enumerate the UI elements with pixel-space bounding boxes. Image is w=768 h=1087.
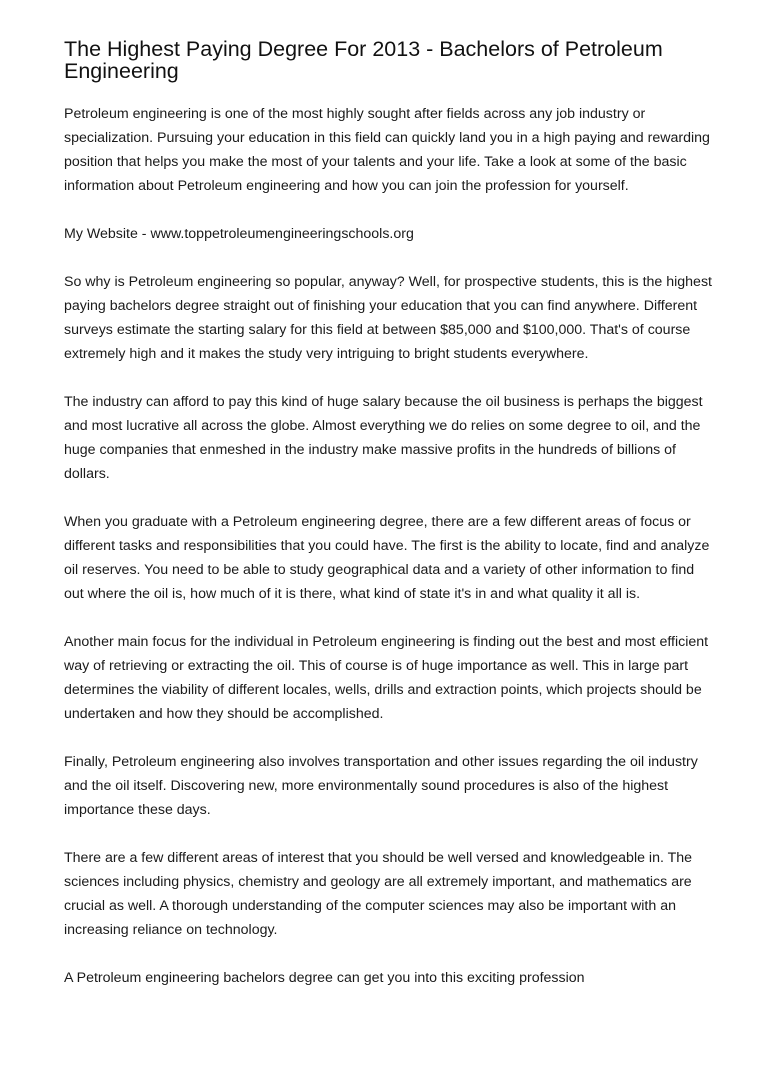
paragraph-industry: The industry can afford to pay this kind of huge salary because the oil business is perhaps the biggest and most lucrative all across the globe. Almost everything we do relies on some degree to oil, and the huge companies that enmeshed in the industry make massive profits in the hundreds of billions of dollars. [64,394,703,482]
document-page [64,38,716,1014]
document-body [64,102,716,990]
paragraph-transportation: Finally, Petroleum engineering also involves transportation and other issues regarding the oil industry and the oil itself. Discovering new, more environmentally sound procedures is also of the highest importance these days. [64,754,698,818]
paragraph-extraction: Another main focus for the individual in Petroleum engineering is finding out the best and most efficient way of retrieving or extracting the oil. This of course is of huge importance as well. This in large part determines the viability of different locales, wells, drills and extraction points, which projects should be undertaken and how they should be accomplished. [64,634,709,722]
paragraph-areas-of-interest: There are a few different areas of interest that you should be well versed and knowledgeable in. The sciences including physics, chemistry and geology are all extremely important, and mathematics are crucial as well. A thorough understanding of the computer sciences may also be important with an increasing reliance on technology. [64,850,693,938]
paragraph-graduate-focus: When you graduate with a Petroleum engineering degree, there are a few different areas of focus or different tasks and responsibilities that you could have. The first is the ability to locate, find and analyze oil reserves. You need to be able to study geographical data and a variety of other information to find out where the oil is, how much of it is there, what kind of state it's in and what quality it all is. [64,514,710,602]
paragraph-closing: A Petroleum engineering bachelors degree can get you into this exciting profession [64,970,585,986]
paragraph-website: My Website - www.toppetroleumengineeringschools.org [64,226,414,242]
paragraph-intro: Petroleum engineering is one of the most highly sought after fields across any job industry or specialization. Pursuing your education in this field can quickly land you in a high paying and rewarding position that helps you make the most of your talents and your life. Take a look at some of the basic information about Petroleum engineering and how you can join the profession for yourself. [64,106,710,194]
paragraph-popularity: So why is Petroleum engineering so popular, anyway? Well, for prospective students, this is the highest paying bachelors degree straight out of finishing your education that you can find anywhere. Different surveys estimate the starting salary for this field at between $85,000 and $100,000. That's of course extremely high and it makes the study very intriguing to bright students everywhere. [64,274,712,362]
document-title: The Highest Paying Degree For 2013 - Bachelors of Petroleum Engineering [64,37,663,83]
